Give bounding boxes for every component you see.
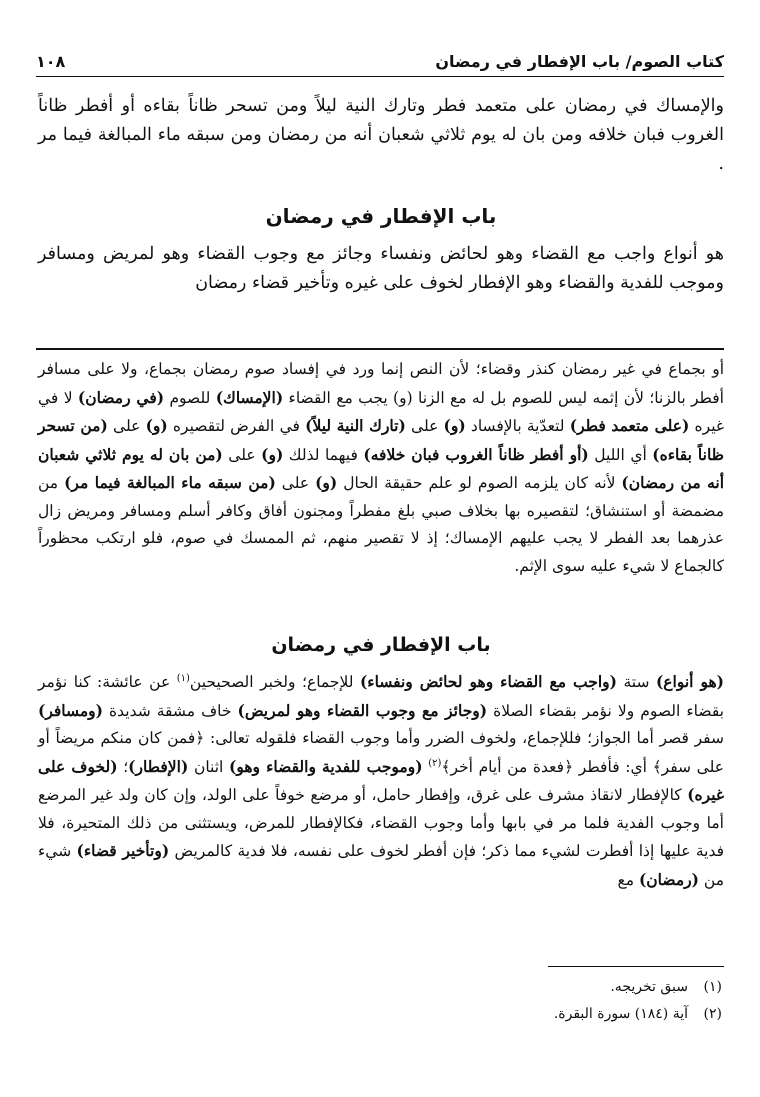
matn-intro: هو أنواع واجب مع القضاء وهو لحائض ونفساء وجائز مع وجوب القضاء وهو لمريض ومسافر وموجب للفدية والقضاء وهو الإفطار لخوف على غيره وتأخير قضاء رمضان <box>38 244 724 293</box>
commentary-run: للإجماع؛ ولخبر الصحيحين <box>189 673 360 691</box>
commentary-run: على <box>107 417 146 435</box>
commentary-block-2 <box>38 668 724 894</box>
matn-quote: (وجائز مع وجوب القضاء وهو لمريض) <box>237 700 488 720</box>
matn-quote: (و) <box>443 416 466 435</box>
matn-quote: (من تسحر ظاناً بقاءه) <box>38 416 724 464</box>
matn-quote: (الإمساك) <box>215 387 284 407</box>
footnote-separator <box>548 966 724 967</box>
footnote-number: (١) <box>703 979 722 995</box>
footnote-item <box>38 1001 722 1028</box>
commentary-run: شيء من <box>38 842 724 889</box>
matn-quote: (و) <box>145 416 168 435</box>
commentary-run: على <box>275 474 316 492</box>
commentary-run: أي الليل <box>588 445 653 464</box>
matn-quote: (تارك النية ليلاً) <box>305 416 406 435</box>
commentary-run: (و) يجب مع القضاء <box>283 388 413 407</box>
commentary-heading: باب الإفطار في رمضان <box>271 634 491 656</box>
commentary-run: لا في غيره <box>38 388 724 435</box>
commentary-run: للصوم <box>164 388 216 407</box>
matn-quote: (على متعمد فطر) <box>569 416 690 435</box>
footnote-number: (٢) <box>703 1006 722 1022</box>
commentary-run: ستة <box>616 673 656 691</box>
commentary-run: ؛ <box>117 757 129 776</box>
running-title: كتاب الصوم/ باب الإفطار في رمضان <box>435 51 724 71</box>
matn-quote: (ومسافر) <box>38 700 103 720</box>
separator-rule <box>36 348 724 350</box>
commentary-run: عن عائشة: كنا نؤمر بقضاء الصوم ولا نؤمر بقضاء الصلاة <box>38 673 724 720</box>
commentary-run: لأنه كان يلزمه الصوم لو علم حقيقة الحال <box>337 474 622 492</box>
commentary-run: على <box>222 445 262 464</box>
commentary-run: من مضمضة أو استنشاق؛ لتقصيره بها بخلاف صبي بلغ مفطراً ومجنون أفاق وكافر أسلم ومسافر ومريض زال عذرهما بعد الفطر لا يجب عليهم الإمساك؛ إذ لا تقصير منهم، ثم الممسك في صوم، فلو ارتكب محظوراً كالجماع لا شيء عليه سوى الإثم. <box>38 474 724 575</box>
commentary-run: في الفرض لتقصيره <box>167 417 306 435</box>
matn-quote: (في رمضان) <box>77 387 165 407</box>
matn-quote: (و) <box>315 473 338 492</box>
matn-quote: (واجب مع القضاء وهو لحائض ونفساء) <box>359 672 617 691</box>
commentary-run: سفر قصر أما الجواز؛ فللإجماع، ولخوف الضرر وأما وجوب القضاء فلقوله تعالى: ﴿فمن كان منكم مريضاً أو على سفر﴾ أي: فأفطر ﴿فعدة من أيام أخر﴾ <box>38 729 724 776</box>
footnote-text: سبق تخريجه. <box>610 979 688 995</box>
commentary-block-1 <box>38 356 724 580</box>
commentary-run: لتعدّية بالإفساد <box>465 417 570 435</box>
commentary-run: مع <box>617 870 639 889</box>
commentary-run: على <box>405 417 444 435</box>
matn-quote: (من سبقه ماء المبالغة فيما مر) <box>64 473 276 492</box>
matn-quote: (و) <box>261 444 284 464</box>
matn-quote: (رمضان) <box>638 869 699 889</box>
commentary-run: فيهما لذلك <box>283 445 364 464</box>
matn-quote: (لخوف على غيره) <box>38 756 724 804</box>
commentary-run: كالإفطار لانقاذ مشرف على غرق، وإفطار حامل، أو مرضع خوفاً على الولد، وإن كان ولد غير المرضع أما وجوب الفدية فلما مر في بابها وأما وجوب القضاء، فكالإفطار للمرض، ويستثنى من ذلك المتحيرة، فلا فدية عليها إذا أفطرت لشيء مما ذكر؛ فإن أفطر لخوف على نفسه، فلا فدية كالمريض <box>38 786 724 860</box>
matn-quote: (وموجب للفدية والقضاء وهو) <box>229 756 423 776</box>
page-header <box>36 46 724 77</box>
matn-quote: (من بان له يوم ثلاثي شعبان أنه من رمضان) <box>38 444 725 492</box>
page-number: ١٠٨ <box>36 51 66 71</box>
matn-quote: (وتأخير قضاء) <box>76 841 170 860</box>
matn-text-upper: والإمساك في رمضان على متعمد فطر وتارك النية ليلاً ومن تسحر ظاناً بقاءه أو أفطر ظاناً الغروب فبان خلافه ومن بان له يوم ثلاثي شعبان أنه من رمضان ومن سبقه ماء المبالغة فيما مر . <box>38 96 724 174</box>
matn-quote: (الإفطار) <box>128 756 189 776</box>
footnote-ref: (١) <box>176 672 190 684</box>
matn-quote: (هو أنواع) <box>655 672 724 691</box>
section-heading: باب الإفطار في رمضان <box>265 204 497 228</box>
commentary-run: أو بجماع في غير رمضان كنذر وقضاء؛ لأن النص إنما ورد في إفساد صوم رمضان بجماع، ولا على مسافر أفطر بالزنا؛ لأن إثمه ليس للصوم بل له مع الزنا <box>38 360 724 407</box>
footnote-item <box>38 974 722 1001</box>
footnotes <box>38 974 722 1028</box>
commentary-run: اثنان <box>188 757 229 776</box>
footnote-ref: (٢) <box>428 757 442 769</box>
commentary-run: خاف مشقة شديدة <box>102 701 238 720</box>
footnote-text: آية (١٨٤) سورة البقرة. <box>553 1006 688 1022</box>
matn-quote: (أو أفطر ظاناً الغروب فبان خلافه) <box>363 444 589 464</box>
